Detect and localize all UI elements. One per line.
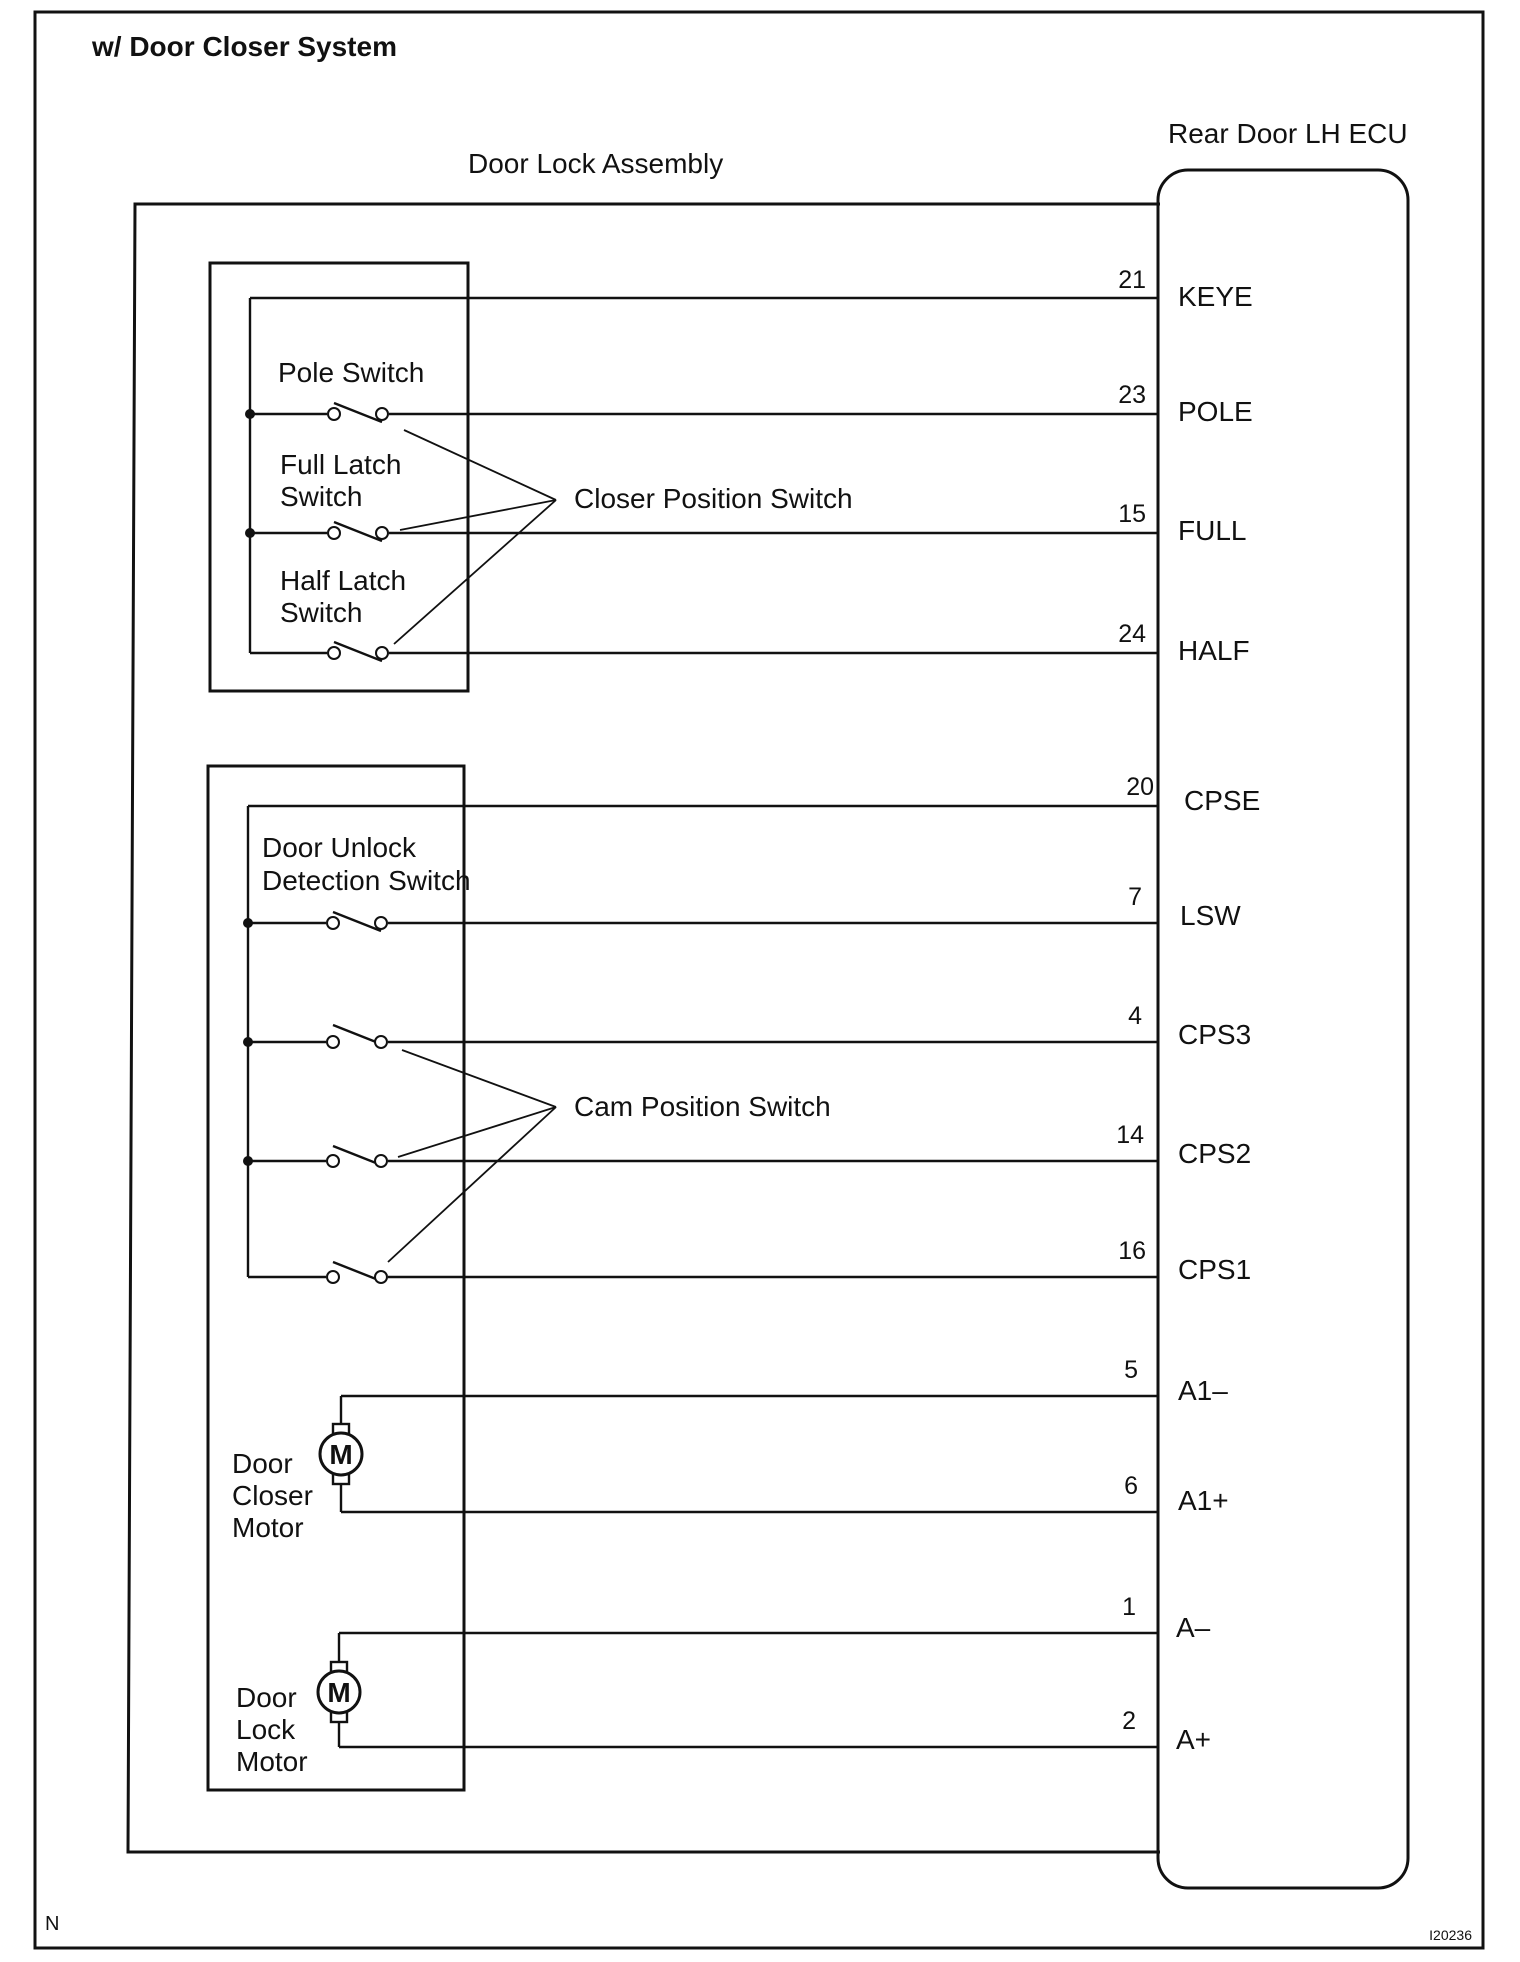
half-latch-label: Switch [280, 597, 363, 628]
terminal-name: A1– [1178, 1375, 1228, 1406]
pin-number: 5 [1124, 1356, 1138, 1384]
junction-dot [243, 1156, 253, 1166]
lock-motor-label: Lock [236, 1714, 296, 1745]
closer-motor-symbol: M [329, 1439, 353, 1470]
page-title: w/ Door Closer System [92, 31, 397, 62]
lock-motor-label: Motor [236, 1746, 308, 1777]
door-unlock-label: Detection Switch [262, 865, 471, 896]
pin-number: 14 [1116, 1121, 1144, 1149]
pin-number: 24 [1118, 620, 1146, 648]
terminal-name: KEYE [1178, 281, 1253, 312]
pin-number: 20 [1126, 773, 1154, 801]
pole-switch-contact [376, 408, 388, 420]
closer-motor-label: Motor [232, 1512, 304, 1543]
closer-leader [400, 500, 556, 530]
unlock-switch-contact [375, 917, 387, 929]
cam-switch-blade [333, 1146, 381, 1165]
cam-switch-blade [333, 1025, 381, 1044]
junction-dot [243, 1037, 253, 1047]
lock-motor-symbol: M [327, 1677, 351, 1708]
closer-leader [404, 430, 556, 500]
cam-switch-contact [327, 1271, 339, 1283]
unlock-switch-contact [327, 917, 339, 929]
half-latch-switch-contact [328, 647, 340, 659]
terminal-name: CPS2 [1178, 1138, 1252, 1169]
unlock-switch-blade [333, 912, 381, 931]
cam-leader [398, 1107, 556, 1157]
pin-number: 1 [1122, 1593, 1136, 1621]
door-unlock-label: Door Unlock [262, 832, 417, 863]
pin-number: 21 [1118, 266, 1146, 294]
half-latch-switch-blade [334, 642, 382, 661]
full-latch-switch-blade [334, 522, 382, 541]
junction-dot [245, 409, 255, 419]
closer-leader [394, 500, 556, 644]
pin-number: 7 [1128, 883, 1142, 911]
pin-number: 4 [1128, 1002, 1142, 1030]
cam-switch-contact [327, 1036, 339, 1048]
terminal-name: A– [1176, 1612, 1211, 1643]
lock-motor-label: Door [236, 1682, 297, 1713]
cam-leader [388, 1107, 556, 1262]
pole-switch-contact [328, 408, 340, 420]
cam-leader [402, 1050, 556, 1107]
terminal-name: LSW [1180, 900, 1241, 931]
full-latch-label: Full Latch [280, 449, 402, 480]
cam-switch-contact [327, 1155, 339, 1167]
pin-number: 23 [1118, 381, 1146, 409]
full-latch-label: Switch [280, 481, 363, 512]
terminal-name: CPSE [1184, 785, 1261, 816]
terminal-name: FULL [1178, 515, 1247, 546]
full-latch-switch-contact [328, 527, 340, 539]
terminal-name: HALF [1178, 635, 1250, 666]
pin-number: 2 [1122, 1707, 1136, 1735]
assembly-label: Door Lock Assembly [468, 148, 724, 179]
cam-switch-blade [333, 1262, 381, 1281]
terminal-name: CPS3 [1178, 1019, 1252, 1050]
cam-switch-contact [375, 1036, 387, 1048]
corner-mark: N [45, 1913, 60, 1935]
terminal-name: A1+ [1178, 1485, 1229, 1516]
pole-switch-blade [334, 403, 382, 422]
pin-number: 6 [1124, 1472, 1138, 1500]
half-latch-switch-contact [376, 647, 388, 659]
closer-position-switch-label: Closer Position Switch [574, 483, 853, 514]
full-latch-switch-contact [376, 527, 388, 539]
terminal-name: A+ [1176, 1724, 1212, 1755]
pin-number: 15 [1118, 500, 1146, 528]
cam-switch-contact [375, 1271, 387, 1283]
half-latch-label: Half Latch [280, 565, 407, 596]
junction-dot [243, 918, 253, 928]
cam-switch-contact [375, 1155, 387, 1167]
junction-dot [245, 528, 255, 538]
terminal-name: POLE [1178, 396, 1253, 427]
cam-position-switch-label: Cam Position Switch [574, 1091, 831, 1122]
figure-id: I20236 [1429, 1927, 1472, 1943]
pole-switch-label: Pole Switch [278, 357, 425, 388]
closer-motor-label: Door [232, 1448, 293, 1479]
ecu-label: Rear Door LH ECU [1168, 118, 1408, 149]
closer-motor-label: Closer [232, 1480, 313, 1511]
pin-number: 16 [1118, 1237, 1146, 1265]
page-frame [35, 12, 1483, 1948]
terminal-name: CPS1 [1178, 1254, 1252, 1285]
